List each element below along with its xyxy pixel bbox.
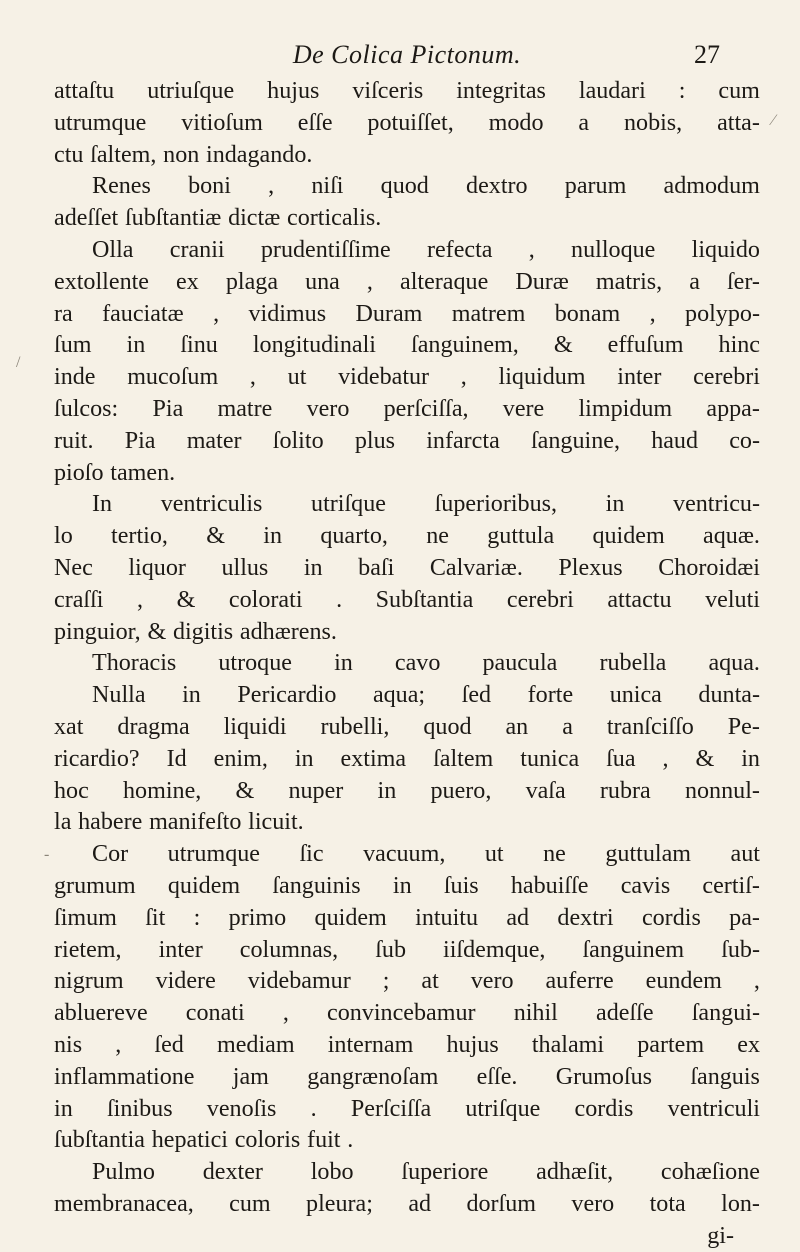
text-line: Thoracis utroque in cavo paucula rubella aqua. [92, 650, 760, 677]
body-text [54, 76, 760, 1252]
text-line: membranacea, cum pleura; ad dorſum vero tota lon- [54, 1190, 760, 1217]
text-line: ruit. Pia mater ſolito plus infarcta ſanguine, haud co- [54, 427, 760, 454]
text-line: Renes boni , niſi quod dextro parum admodum [92, 173, 760, 200]
text-line: la habere manifeſto licuit. [54, 809, 304, 836]
ink-mark: ⁄ [772, 112, 775, 129]
text-line: in ſinibus venoſis . Perſciſſa utriſque cordis ventriculi [54, 1095, 760, 1122]
text-line: nigrum videre videbamur ; at vero auferre eundem , [54, 968, 760, 995]
text-line: ctu ſaltem, non indagando. [54, 141, 313, 168]
text-line: utrumque vitioſum eſſe potuiſſet, modo a nobis, atta- [54, 109, 760, 136]
ink-mark: - [44, 846, 50, 863]
text-line: ra fauciatæ , vidimus Duram matrem bonam , polypo- [54, 300, 760, 327]
text-line: ſimum ſit : primo quidem intuitu ad dextri cordis pa- [54, 904, 760, 931]
text-line: adeſſet ſubſtantiæ dictæ corticalis. [54, 205, 382, 232]
text-line: Nec liquor ullus in baſi Calvariæ. Plexus Choroidæi [54, 554, 760, 581]
text-line: craſſi , & colorati . Subſtantia cerebri attactu veluti [54, 586, 760, 613]
text-line: pioſo tamen. [54, 459, 176, 486]
text-line: Nulla in Pericardio aqua; ſed forte unica dunta- [92, 682, 760, 709]
text-line: lo tertio, & in quarto, ne guttula quidem aquæ. [54, 523, 760, 550]
text-line: rietem, inter columnas, ſub iiſdemque, ſanguinem ſub- [54, 936, 760, 963]
page-header [54, 40, 760, 72]
text-line: Cor utrumque ſic vacuum, ut ne guttulam aut [92, 841, 760, 868]
text-line: Pulmo dexter lobo ſuperiore adhæſit, cohæſione [92, 1159, 760, 1186]
text-line: inflammatione jam gangrænoſam eſſe. Grumoſus ſanguis [54, 1063, 760, 1090]
text-line: extollente ex plaga una , alteraque Duræ matris, a ſer- [54, 268, 760, 295]
text-line: nis , ſed mediam internam hujus thalami partem ex [54, 1031, 760, 1058]
text-line: Olla cranii prudentiſſime refecta , nulloque liquido [92, 236, 760, 263]
page-number: 27 [694, 40, 720, 69]
text-line: ricardio? Id enim, in extima ſaltem tunica ſua , & in [54, 745, 760, 772]
text-line: grumum quidem ſanguinis in ſuis habuiſſe cavis certiſ- [54, 872, 760, 899]
text-line: ſubſtantia hepatici coloris fuit . [54, 1127, 354, 1154]
ink-mark: / [16, 354, 21, 371]
text-line: hoc homine, & nuper in puero, vaſa rubra nonnul- [54, 777, 760, 804]
text-line: inde mucoſum , ut videbatur , liquidum inter cerebri [54, 364, 760, 391]
text-line: attaſtu utriuſque hujus viſceris integritas laudari : cum [54, 78, 760, 104]
running-head: De Colica Pictonum. [292, 40, 522, 69]
text-line: xat dragma liquidi rubelli, quod an a tranſciſſo Pe- [54, 713, 760, 740]
text-line: In ventriculis utriſque ſuperioribus, in ventricu- [92, 491, 760, 518]
text-line: gi- [707, 1222, 734, 1249]
text-line: pinguior, & digitis adhærens. [54, 618, 337, 645]
text-line: ſulcos: Pia matre vero perſciſſa, vere limpidum appa- [54, 395, 760, 422]
text-line: ſum in ſinu longitudinali ſanguinem, & effuſum hinc [54, 332, 760, 359]
text-line: abluereve conati , convincebamur nihil adeſſe ſangui- [54, 1000, 760, 1027]
